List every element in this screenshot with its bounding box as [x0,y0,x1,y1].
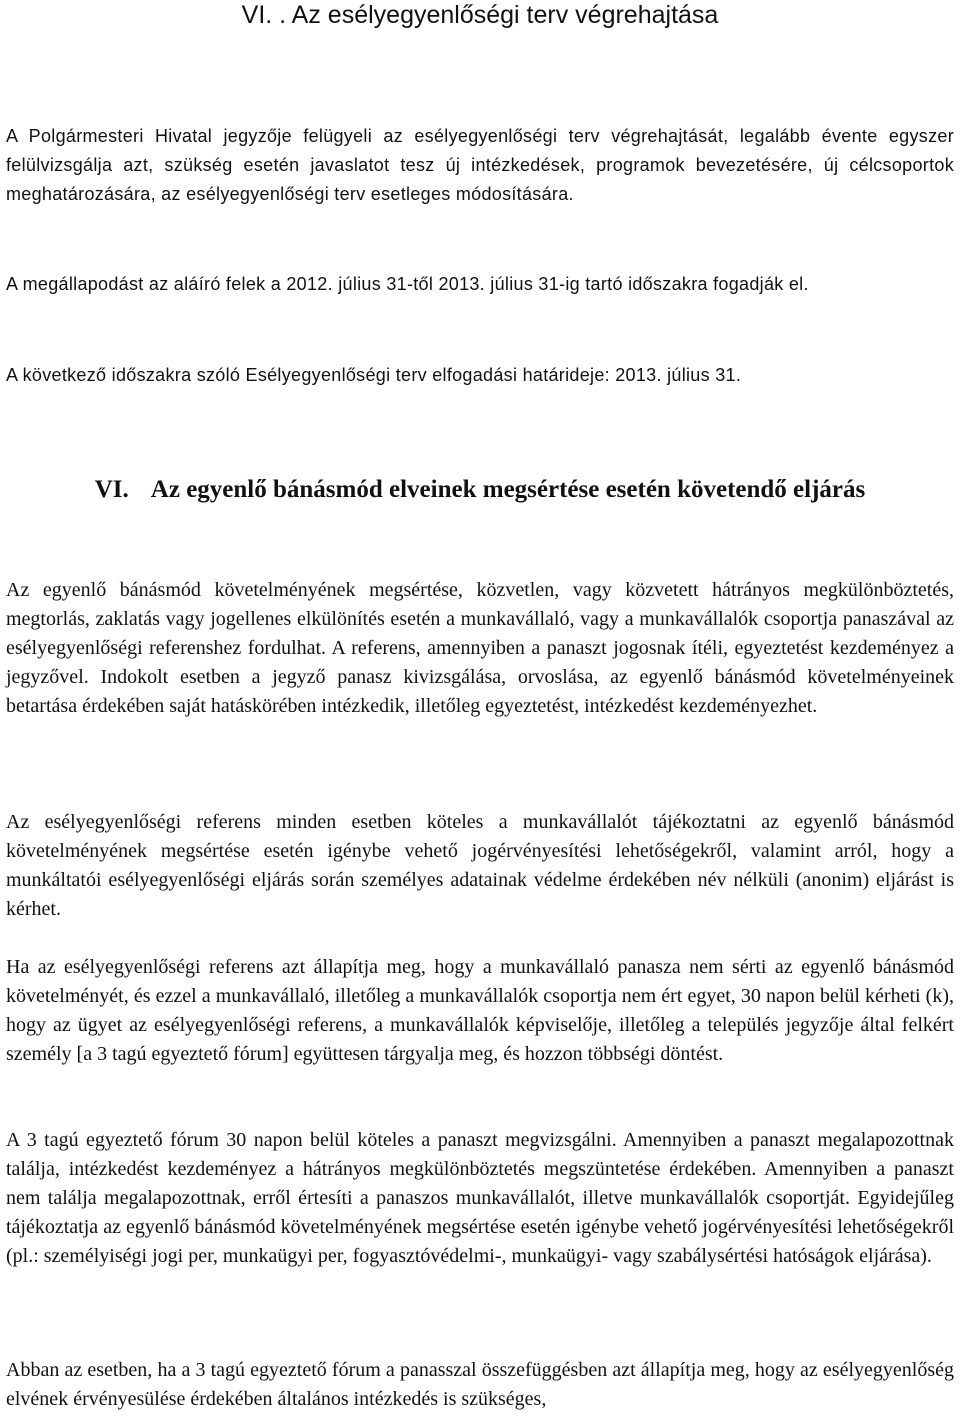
section-title: Az egyenlő bánásmód elveinek megsértése esetén követendő eljárás [150,476,866,503]
paragraph-next-plan-deadline: A következő időszakra szóló Esélyegyenlőségi terv elfogadási határideje: 2013. július 31. [6,365,742,385]
paragraph-forum-investigation: A 3 tagú egyeztető fórum 30 napon belül köteles a panaszt megvizsgálni. Amennyiben a panaszt megalapozottnak találja, intézkedést kezdeményez a hátrányos megkülönböztetés megszüntetése érdekében. Amennyiben a panaszt nem találja megalapozottnak, erről értesíti a panaszos munkavállalót, illetve munkavállalók csoportját. Egyidejűleg tájékoztatja az egyenlő bánásmód követelményének megsértése esetén igénybe vehető jogérvényesítési lehetőségekről (pl.: személyiségi jogi per, munkaügyi per, fogyasztóvédelmi-, munkaügyi- vagy szabálysértési hatóságok eljárása). [6,1129,954,1267]
paragraph-referent-duties: Az esélyegyenlőségi referens minden esetben köteles a munkavállalót tájékoztatni az egyenlő bánásmód követelményének megsértése esetén igénybe vehető jogérvényesítési lehetőségekről, valamint arról, hogy a munkáltatói esélyegyenlőségi eljárás során személyes adatainak védelme érdekében név nélküli (anonim) eljárást is kérhet. [6,811,954,920]
section-heading-equal-treatment [0,474,960,506]
paragraph-supervision: A Polgármesteri Hivatal jegyzője felügyeli az esélyegyenlőségi terv végrehajtását, legalább évente egyszer felülvizsgálja azt, szükség esetén javaslatot tesz új intézkedések, programok bevezetésére, új célcsoportok meghatározására, az esélyegyenlőségi terv esetleges módosítására. [6,126,954,204]
section-number: VI. [94,476,129,503]
paragraph-general-measures: Abban az esetben, ha a 3 tagú egyeztető fórum a panasszal összefüggésben azt állapítja meg, hogy az esélyegyenlőség elvének érvényesülése érdekében általános intézkedés is szükséges, [6,1359,954,1410]
paragraph-complaint-procedure: Az egyenlő bánásmód követelményének megsértése, közvetlen, vagy közvetett hátrányos megkülönböztetés, megtorlás, zaklatás vagy jogellenes elkülönítés esetén a munkavállaló, vagy a munkavállalók csoportja panaszával az esélyegyenlőségi referenshez fordulhat. A referens, amennyiben a panaszt jogosnak ítéli, egyeztetést kezdeményez a jegyzővel. Indokolt esetben a jegyző panasz kivizsgálása, orvoslása, az egyenlő bánásmód követelményeinek betartása érdekében saját hatáskörében intézkedik, illetőleg egyeztetést, intézkedést kezdeményezhet. [6,579,954,717]
paragraph-appeal-forum: Ha az esélyegyenlőségi referens azt állapítja meg, hogy a munkavállaló panasza nem sérti az egyenlő bánásmód követelményét, és ezzel a munkavállaló, illetőleg a munkavállalók csoportja nem ért egyet, 30 napon belül kérheti (k), hogy az ügyet az esélyegyenlőségi referens, a munkavállalók képviselője, illetőleg a település jegyzője által felkért személy [a 3 tagú egyeztető fórum] együttesen tárgyalja meg, és hozzon többségi döntést. [6,956,954,1065]
section-heading-plan-implementation: VI. . Az esélyegyenlőségi terv végrehajtása [241,1,719,29]
paragraph-agreement-period: A megállapodást az aláíró felek a 2012. július 31-től 2013. július 31-ig tartó időszakra fogadják el. [6,274,809,294]
